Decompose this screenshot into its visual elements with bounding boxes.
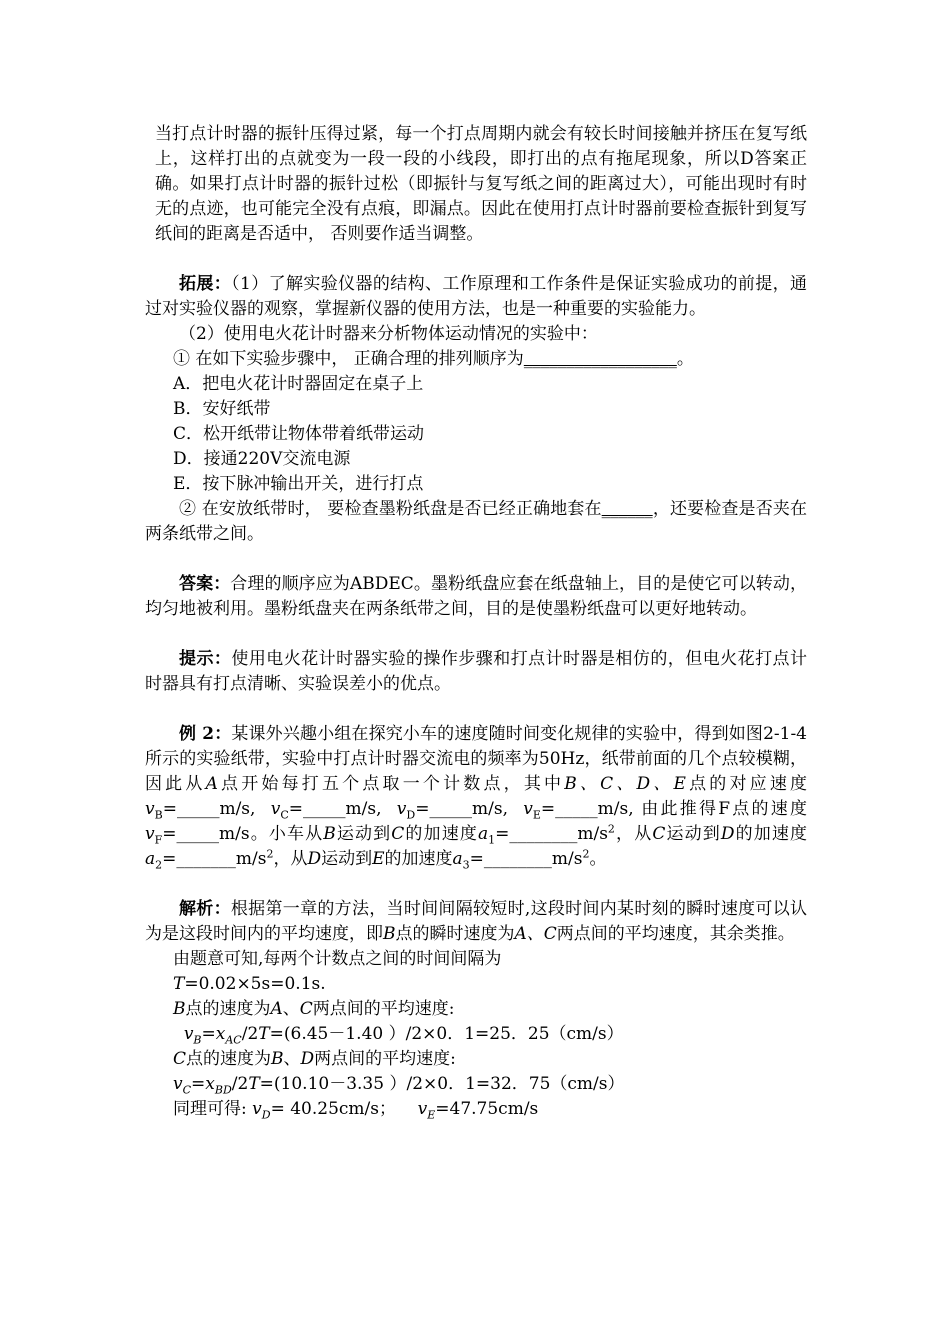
solution-line-3: B点的速度为A、C两点间的平均速度: [173,999,455,1019]
answer-label: 答案： [179,574,231,594]
question-1: ① 在如下实验步骤中， 正确合理的排列顺序为__________________。 [173,349,694,369]
answer-paragraph: 答案：合理的顺序应为ABDEC。墨粉纸盘应套在纸盘轴上，目的是使它可以转动，均匀地被利用。墨粉纸盘夹在两条纸带之间，目的是使墨粉纸盘可以更好地转动。 [145,574,807,619]
step-a: A．把电火花计时器固定在桌子上 [173,374,424,394]
solution-line-4: C点的速度为B、D两点间的平均速度: [173,1049,456,1069]
hint-paragraph: 提示：使用电火花计时器实验的操作步骤和打点计时器是相仿的，但电火花打点计时器具有打点清晰、实验误差小的优点。 [145,649,808,694]
step-b: B．安好纸带 [173,399,271,419]
extension-question-intro: （2）使用电火花计时器来分析物体运动情况的实验中： [179,324,598,344]
solution-paragraph: 解析：根据第一章的方法，当时间间隔较短时,这段时间内某时刻的瞬时速度可以认为是这段时间内的平均速度，即B点的瞬时速度为A、C两点间的平均速度，其余类推。 [145,899,808,944]
document-page [145,122,807,1122]
solution-formula-vb: $v_B=x_{AC}/2T=(6.45-1.40$ ）/2×0．1=25．25（cm/s） [183,1024,624,1047]
solution-line-2: T=0.02×5s=0.1s. [173,974,326,994]
step-e: E．按下脉冲输出开关，进行打点 [173,474,424,494]
hint-label: 提示： [179,649,232,669]
paragraph-intro: 当打点计时器的振针压得过紧，每一个打点周期内就会有较长时间接触并挤压在复写纸上，这样打出的点就变为一段一段的小线段，即打出的点有拖尾现象，所以D答案正确。如果打点计时器的振针过松（即振针与复写纸之间的距离过大），可能出现时有时无的点迹，也可能完全没有点痕，即漏点。因此在使用打点计时器前要检查振针到复写纸间的距离是否适中， 否则要作适当调整。 [155,124,807,244]
solution-line-5: 同理可得: $v_D= 40.25cm/s$； $v_E=47.75cm/s$ [173,1099,539,1122]
solution-line-1: 由题意可知,每两个计数点之间的时间间隔为 [173,949,502,969]
example-2-paragraph: 例 2：某课外兴趣小组在探究小车的速度随时间变化规律的实验中，得到如图2-1-4所示的实验纸带，实验中打点计时器交流电的频率为50Hz，纸带前面的几个点较模糊，因此从A点开始每打五个点取一个计数点，其中B、C、D、E点的对应速度 $v_B=\_\_\_\_\_m/s$, $v_C=\_\_\_\_\_m/s$, $v_D=\_\_\_\_\_m/s$, $v_E=\_\_\_\_\_m/s$, 由此推得F点的速度 $v_F=\_\_\_\_\_m/s$。小车从B运动到C的加速度$a_1=\_\_\_\_\_\_\_\_m/s^2$，从C运动到D的加速度$a_2=\_\_\_\_\_\_\_m/s^2$，从D运动到E的加速度$a_3=\_\_\_\_\_\_\_\_m/s^2$。 [145,724,808,872]
extension-label: 拓展： [179,274,232,294]
question-2: ② 在安放纸带时， 要检查墨粉纸盘是否已经正确地套在______，还要检查是否夹在两条纸带之间。 [145,499,808,544]
solution-label: 解析： [179,899,231,919]
example-2-label: 例 2： [179,724,232,744]
solution-formula-vc: $v_C=x_{BD}/2T=(10.10-3.35$ ）/2×0．1=32．75（cm/s） [173,1074,625,1097]
step-d: D．接通220V交流电源 [173,449,351,469]
step-c: C．松开纸带让物体带着纸带运动 [173,424,425,444]
extension-paragraph: 拓展：（1）了解实验仪器的结构、工作原理和工作条件是保证实验成功的前提，通过对实验仪器的观察，掌握新仪器的使用方法，也是一种重要的实验能力。 [145,274,807,319]
